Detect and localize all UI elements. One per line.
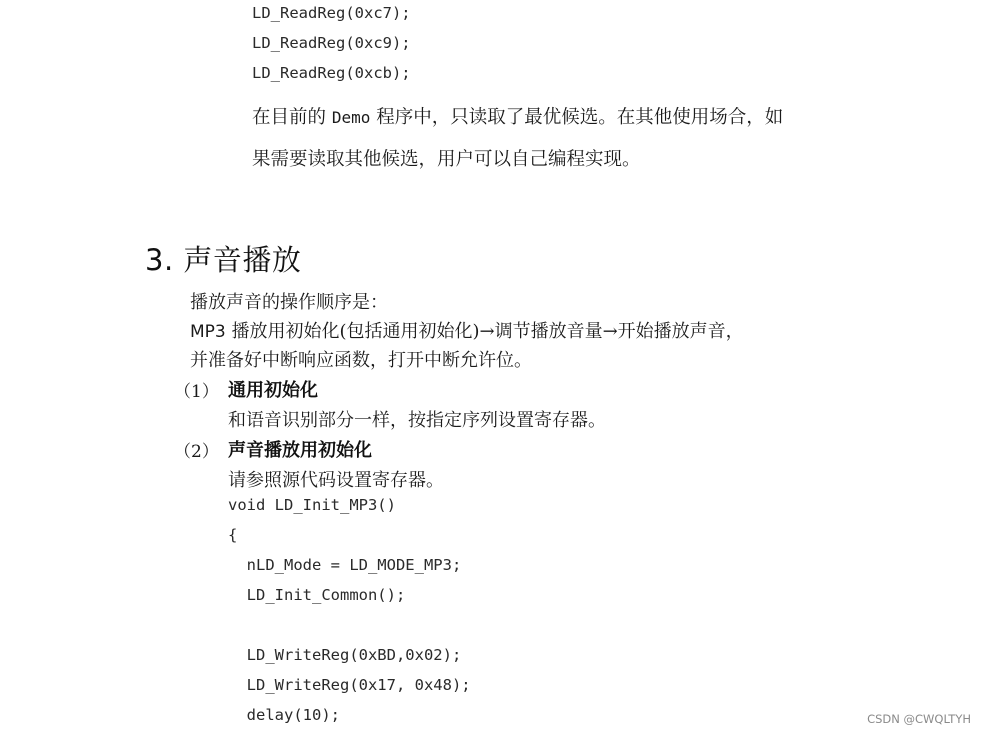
section-intro: 播放声音的操作顺序是： (190, 292, 388, 313)
section-flow-line-1 (190, 317, 744, 343)
step-2-desc: 请参照源代码设置寄存器。 (228, 470, 444, 491)
code-line-readreg-c7: LD_ReadReg(0xc7); (252, 4, 411, 22)
paragraph-line-1-post: 程序中，只读取了最优候选。在其他使用场合，如 (370, 107, 784, 128)
step-1-number: （1） (174, 382, 219, 402)
flow-rest: 播放用初始化(包括通用初始化)→调节播放音量→开始播放声音， (225, 321, 744, 342)
step-1-desc: 和语音识别部分一样，按指定序列设置寄存器。 (228, 410, 606, 431)
code-line-readreg-c9: LD_ReadReg(0xc9); (252, 34, 411, 52)
code-line-func-sig: void LD_Init_MP3() (228, 496, 396, 514)
step-2-number: （2） (174, 442, 219, 462)
code-line-readreg-cb: LD_ReadReg(0xcb); (252, 64, 411, 82)
step-1-title: 通用初始化 (228, 380, 318, 401)
code-line-writereg-bd: LD_WriteReg(0xBD,0x02); (228, 646, 462, 664)
paragraph-line-1-pre: 在目前的 (252, 107, 332, 128)
code-line-delay: delay(10); (228, 706, 340, 724)
code-line-open-brace: { (228, 526, 238, 544)
section-flow-line-2: 并准备好中断响应函数，打开中断允许位。 (190, 350, 532, 371)
flow-prefix: MP3 (190, 322, 226, 342)
step-2-title: 声音播放用初始化 (228, 440, 372, 461)
code-line-writereg-17: LD_WriteReg(0x17, 0x48); (228, 676, 471, 694)
paragraph-line-1-code: Demo (331, 108, 371, 127)
paragraph-line-2: 果需要读取其他候选，用户可以自己编程实现。 (252, 149, 641, 170)
code-line-set-mode: nLD_Mode = LD_MODE_MP3; (228, 556, 462, 574)
section-heading: 3. 声音播放 (145, 243, 302, 277)
paragraph-line-1 (252, 103, 783, 129)
csdn-watermark: CSDN @CWQLTYH (867, 712, 971, 726)
code-line-init-common: LD_Init_Common(); (228, 586, 406, 604)
